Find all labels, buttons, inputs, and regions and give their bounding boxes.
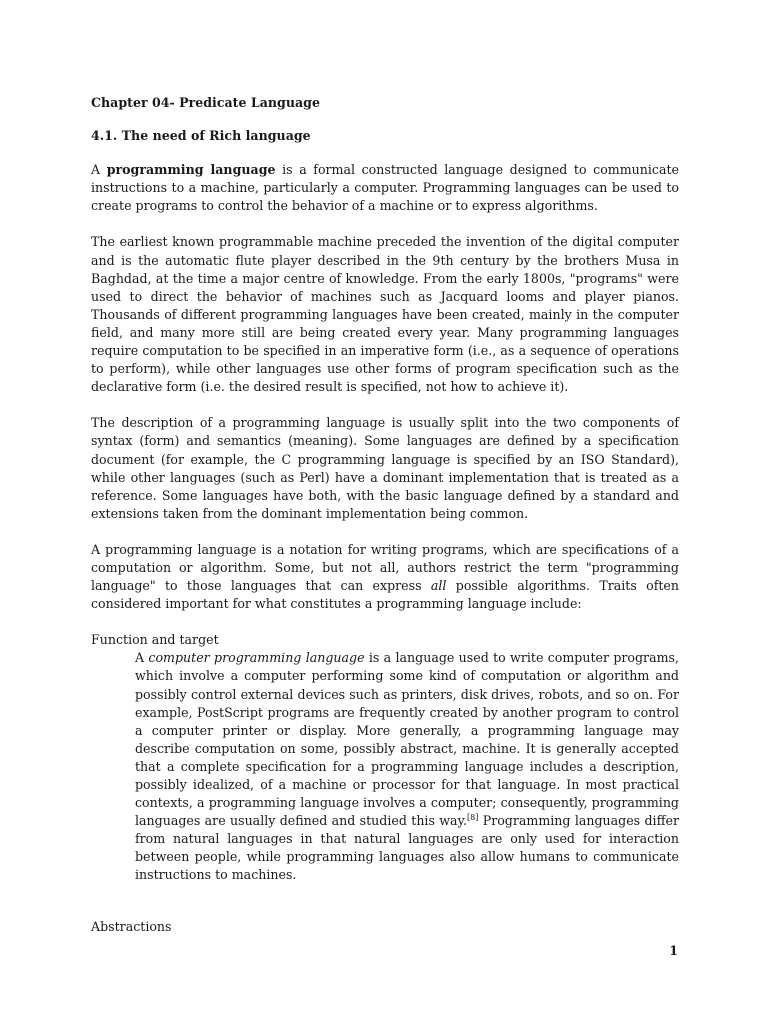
p5-text-b: is a language used to write computer programs, which involve a computer performing some kind of computation or algorithm and possibly control external devices such as printers, disk drives, robots, and so on. For example, PostScript programs are frequently created by another program to control a computer printer or display. More generally, a programming language may describe computation on some, possibly abstract, machine. It is generally accepted that a complete specification for a programming language includes a description, possibly idealized, of a machine or processor for that language. In most practical contexts, a programming language involves a computer; consequently, programming languages are usually defined and studied this way. — [135, 650, 679, 829]
abstractions-label: Abstractions — [91, 918, 172, 934]
paragraph-function-target — [135, 649, 679, 884]
p5-text-a: A — [135, 650, 149, 666]
paragraph-syntax-semantics: The description of a programming language is usually split into the two components of syntax (form) and semantics (meaning). Some languages are defined by a specification document (for example, the C programming language is specified by an ISO Standard), while other languages (such as Perl) have a dominant implementation that is treated as a reference. Some languages have both, with the basic language defined by a standard and extensions taken from the dominant implementation being common. — [91, 415, 679, 521]
page-number: 1 — [669, 943, 678, 958]
p1-text-b: is a formal constructed language designed to communicate instructions to a machine, particularly a computer. Programming languages can be used to create programs to control the behavior of a machine or to express algorithms. — [91, 162, 680, 214]
p1-text-a: A — [91, 162, 107, 178]
p4-italic-all: all — [430, 578, 447, 594]
p5-text-c: Programming languages differ from natural languages in that natural languages are only used for interaction between people, while programming languages also allow humans to communicate instructions to machines. — [135, 813, 679, 883]
paragraph-notation — [91, 541, 679, 613]
paragraph-definition — [91, 161, 679, 215]
chapter-title: Chapter 04- Predicate Language — [91, 95, 320, 110]
p5-italic-term: computer programming language — [148, 650, 365, 666]
p4-text-b: possible algorithms. Traits often considered important for what constitutes a programming language include: — [91, 578, 679, 612]
document-page — [91, 94, 679, 936]
paragraph-history: The earliest known programmable machine preceded the invention of the digital computer and is the automatic flute player described in the 9th century by the brothers Musa in Baghdad, at the time a major centre of knowledge. From the early 1800s, "programs" were used to direct the behavior of machines such as Jacquard looms and player pianos. Thousands of different programming languages have been created, mainly in the computer field, and many more still are being created every year. Many programming languages require computation to be specified in an imperative form (i.e., as a sequence of operations to perform), while other languages use other forms of program specification such as the declarative form (i.e. the desired result is specified, not how to achieve it). — [91, 234, 679, 395]
function-and-target-label: Function and target — [91, 632, 219, 648]
citation-ref-link[interactable]: [8] — [467, 813, 479, 822]
p4-text-a: A programming language is a notation for writing programs, which are specifications of a computation or algorithm. Some, but not all, authors restrict the term "programming language" to those languages that can express — [91, 541, 679, 594]
p1-bold-term: programming language — [106, 162, 276, 178]
section-title: 4.1. The need of Rich language — [91, 128, 311, 144]
